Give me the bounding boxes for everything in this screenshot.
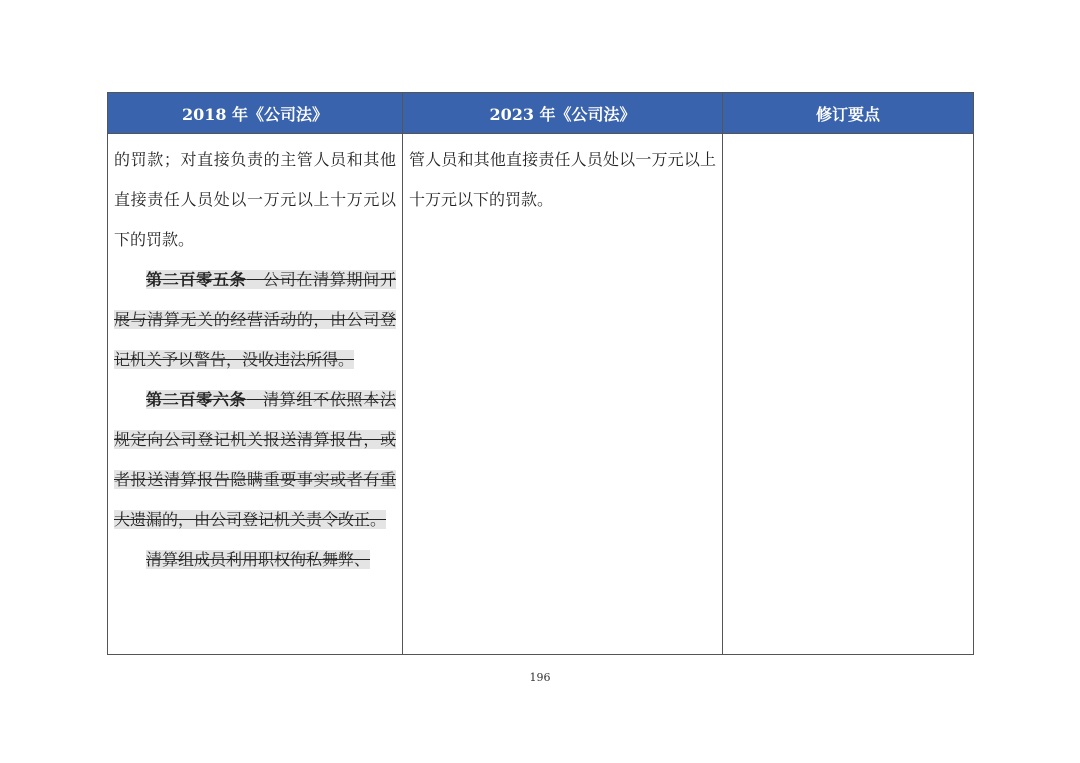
cell-2023-law	[403, 134, 723, 655]
header-revision-points: 修订要点	[723, 93, 974, 134]
cell-revision-points	[723, 134, 974, 655]
table-header-row	[108, 93, 974, 134]
liquidation-members-text: 清算组成员利用职权徇私舞弊、	[146, 550, 371, 569]
paragraph-liquidation-members	[114, 540, 396, 580]
cell-2018-law	[108, 134, 403, 655]
table-row	[108, 134, 974, 655]
comparison-table	[107, 92, 974, 655]
page-number: 196	[529, 671, 551, 684]
header-2023-law: 2023 年《公司法》	[403, 93, 723, 134]
header-2018-law: 2018 年《公司法》	[108, 93, 403, 134]
article-205-title: 第二百零五条	[146, 270, 247, 289]
article-205	[114, 260, 396, 380]
article-206-title: 第二百零六条	[146, 390, 247, 409]
article-206-body: 清算组不依照本法规定向公司登记机关报送清算报告，或者报送清算报告隐瞒重要事实或者有重大遗漏的，由公司登记机关责令改正。	[114, 390, 396, 529]
paragraph-2023-continued: 管人员和其他直接责任人员处以一万元以上十万元以下的罚款。	[409, 150, 716, 209]
article-205-body: 公司在清算期间开展与清算无关的经营活动的，由公司登记机关予以警告，没收违法所得。	[114, 270, 396, 369]
paragraph-2018-continued: 的罚款；对直接负责的主管人员和其他直接责任人员处以一万元以上十万元以下的罚款。	[114, 150, 396, 249]
article-206	[114, 380, 396, 540]
